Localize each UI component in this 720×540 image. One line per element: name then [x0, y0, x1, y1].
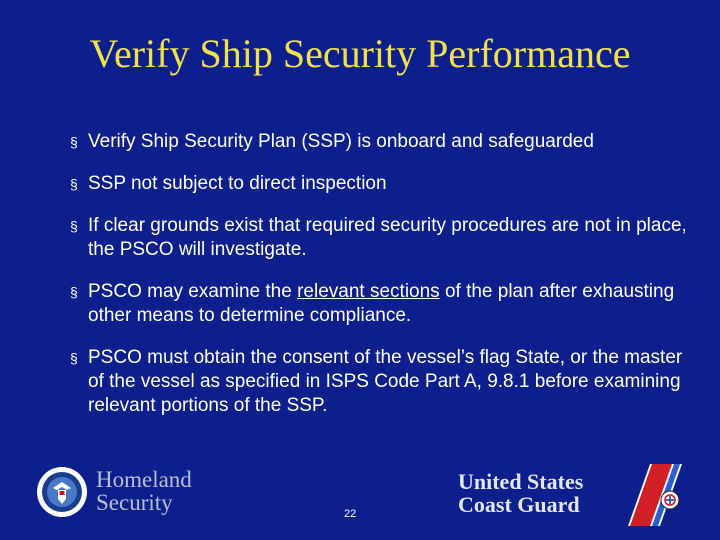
bullet-marker: §: [70, 134, 78, 150]
bullet-item: [70, 130, 690, 154]
dhs-seal-icon: [36, 466, 88, 518]
bullet-text: SSP not subject to direct inspection: [88, 173, 387, 194]
bullet-item: [70, 346, 690, 418]
bullet-text-after: of the plan after exhausting other means to determine compliance.: [88, 281, 675, 326]
slide-title: Verify Ship Security Performance: [89, 31, 631, 76]
bullet-marker: §: [70, 284, 78, 300]
coast-guard-line: Coast Guard: [458, 492, 580, 517]
uscg-emblem-icon: [628, 464, 686, 526]
bullet-text: PSCO must obtain the consent of the vessel’s flag State, or the master of the vessel as specified in ISPS Code Part A, 9.8.1 before examining relevant portions of the SSP.: [88, 347, 683, 416]
bullet-underlined-text: relevant sections: [297, 281, 440, 302]
bullet-item: [70, 214, 690, 262]
bullet-marker: §: [70, 218, 78, 234]
bullet-text: If clear grounds exist that required security procedures are not in place, the PSCO will investigate.: [88, 215, 687, 260]
bullet-item: [70, 172, 690, 196]
bullet-marker: §: [70, 350, 78, 366]
homeland-line: Homeland: [96, 467, 192, 492]
united-states-line: United States: [458, 469, 584, 494]
page-number: 22: [344, 508, 357, 520]
security-line: Security: [96, 490, 173, 515]
homeland-security-wordmark: [96, 468, 192, 514]
bullet-text: Verify Ship Security Plan (SSP) is onboard and safeguarded: [88, 131, 594, 152]
bullet-item: [70, 280, 690, 328]
bullet-marker: §: [70, 176, 78, 192]
bullet-text-before: PSCO may examine the: [88, 281, 298, 302]
uscg-wordmark: [458, 470, 583, 516]
bullet-list: [70, 130, 690, 436]
slide-footer: [0, 460, 720, 540]
